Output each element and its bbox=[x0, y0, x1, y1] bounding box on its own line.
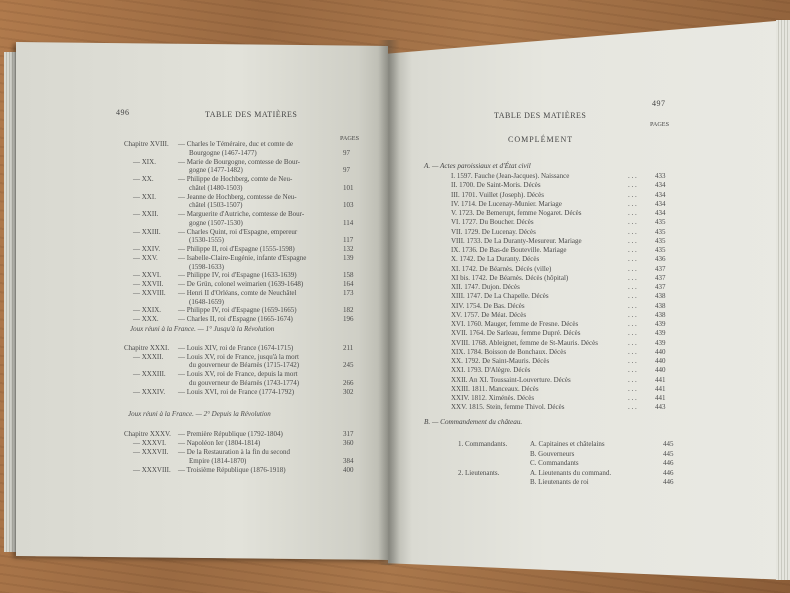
register-entry: XIV. 1754. De Bas. Décès bbox=[451, 301, 525, 310]
leader-dots: . . . bbox=[628, 283, 637, 291]
register-page-number: 435 bbox=[655, 218, 666, 227]
toc-chapter-label: — XXI. bbox=[133, 192, 156, 201]
leader-dots: . . . bbox=[628, 357, 637, 365]
register-page-number: 434 bbox=[655, 181, 666, 190]
toc-chapter-label: — XXIX. bbox=[133, 306, 161, 315]
toc-chapter-label: — XXXIII. bbox=[133, 370, 166, 379]
right-page-number: 497 bbox=[652, 99, 666, 108]
leader-dots: . . . bbox=[628, 273, 637, 282]
leader-dots: . . . bbox=[628, 218, 637, 227]
toc-chapter-label: — XIX. bbox=[133, 157, 156, 166]
register-page-number: 437 bbox=[655, 264, 666, 273]
toc-entry-title: — Henri II d'Orléans, comte de Neuchâtel bbox=[178, 288, 297, 297]
register-page-number: 433 bbox=[655, 172, 666, 180]
register-entry: IX. 1736. De Bas-de Bouteville. Mariage bbox=[451, 246, 567, 254]
register-page-number: 434 bbox=[655, 199, 666, 208]
toc-entry-title: du gouverneur de Béarnès (1715-1742) bbox=[189, 361, 300, 370]
toc-page-number: 139 bbox=[343, 253, 354, 262]
toc-page-number: 164 bbox=[343, 280, 354, 288]
leader-dots: . . . bbox=[628, 190, 637, 199]
register-page-number: 437 bbox=[655, 273, 666, 282]
toc-chapter-label: Chapitre XXXI. bbox=[124, 344, 170, 352]
toc-page-number: 245 bbox=[343, 361, 354, 370]
leader-dots: . . . bbox=[628, 181, 637, 190]
toc-chapter-label: — XXXVIII. bbox=[133, 465, 171, 474]
leader-dots: . . . bbox=[628, 320, 637, 328]
toc-chapter-label: Chapitre XVIII. bbox=[124, 140, 169, 148]
leader-dots: . . . bbox=[628, 264, 637, 273]
toc-entry-title: Bourgogne (1467-1477) bbox=[189, 148, 257, 157]
toc-entry-title: du gouverneur de Béarnès (1743-1774) bbox=[189, 378, 300, 387]
toc-page-number: 211 bbox=[343, 344, 354, 352]
toc-page-number: 360 bbox=[343, 438, 354, 447]
toc-page-number: 173 bbox=[343, 288, 354, 297]
toc-entry-title: — Philippe IV, roi d'Espagne (1659-1665) bbox=[178, 306, 297, 315]
section-b-title: B. — Commandement du château. bbox=[424, 418, 523, 426]
toc-entry-title: (1648-1659) bbox=[189, 297, 224, 306]
register-page-number: 441 bbox=[655, 394, 666, 402]
register-page-number: 435 bbox=[655, 227, 666, 236]
toc-entry-title: — Louis XIV, roi de France (1674-1715) bbox=[178, 344, 294, 352]
toc-page-number: 97 bbox=[343, 148, 350, 157]
toc-entry-title: — Louis XV, roi de France, depuis la mort bbox=[178, 370, 298, 379]
toc-chapter-label: — XXXIV. bbox=[133, 387, 166, 396]
section-a-title: A. — Actes paroissiaux et d'État civil bbox=[424, 162, 531, 170]
toc-entry-title: — De la Restauration à la fin du second bbox=[178, 447, 290, 456]
leader-dots: . . . bbox=[628, 199, 637, 208]
register-page-number: 441 bbox=[655, 384, 666, 393]
toc-page-number: 132 bbox=[343, 245, 354, 253]
command-group: 1. Commandants. bbox=[458, 440, 508, 448]
left-running-head: TABLE DES MATIÈRES bbox=[205, 110, 298, 119]
leader-dots: . . . bbox=[628, 338, 637, 347]
register-page-number: 441 bbox=[655, 375, 666, 384]
toc-chapter-label: — XXIII. bbox=[133, 227, 161, 236]
toc-chapter-label: — XXVIII. bbox=[133, 288, 166, 297]
register-entry: VIII. 1733. De La Duranty-Mesureur. Mariage bbox=[451, 236, 582, 245]
command-page-number: 446 bbox=[663, 478, 674, 486]
toc-entry-title: châtel (1480-1503) bbox=[189, 183, 243, 192]
register-entry: VII. 1729. De Lucenay. Décès bbox=[451, 227, 536, 236]
leader-dots: . . . bbox=[628, 227, 637, 236]
toc-chapter-label: — XXV. bbox=[133, 253, 158, 262]
toc-chapter-label: — XXII. bbox=[133, 210, 159, 218]
register-page-number: 435 bbox=[655, 246, 666, 254]
toc-page-number: 103 bbox=[343, 201, 354, 210]
register-page-number: 440 bbox=[655, 357, 666, 365]
leader-dots: . . . bbox=[628, 236, 637, 245]
register-entry: II. 1700. De Saint-Moris. Décès bbox=[451, 181, 541, 190]
register-entry: XVI. 1760. Mauger, femme de Fresne. Décès bbox=[451, 320, 579, 328]
toc-entry-title: — Charles le Téméraire, duc et comte de bbox=[178, 140, 293, 148]
command-subentry: A. Lieutenants du command. bbox=[530, 468, 612, 477]
toc-page-number: 117 bbox=[343, 236, 354, 245]
register-entry: XXI. 1793. D'Alègre. Décès bbox=[451, 366, 531, 375]
toc-entry-title: — Louis XVI, roi de France (1774-1792) bbox=[178, 387, 295, 396]
toc-page-number: 266 bbox=[343, 378, 354, 387]
leader-dots: . . . bbox=[628, 329, 637, 338]
register-page-number: 438 bbox=[655, 301, 666, 310]
register-entry: XVII. 1764. De Sarleau, femme Dupré. Décès bbox=[451, 329, 581, 338]
register-entry: IV. 1714. De Lucenay-Munier. Mariage bbox=[451, 199, 562, 208]
leader-dots: . . . bbox=[628, 301, 637, 310]
register-entry: XI. 1742. De Béarnès. Décès (ville) bbox=[451, 264, 552, 273]
toc-entry-title: — Isabelle-Claire-Eugénie, infante d'Espagne bbox=[178, 253, 307, 262]
leader-dots: . . . bbox=[628, 255, 637, 264]
register-page-number: 439 bbox=[655, 329, 666, 338]
toc-page-number: 182 bbox=[343, 306, 354, 315]
toc-entry-title: — Jeanne de Hochberg, comtesse de Neu- bbox=[178, 192, 297, 201]
toc-entry-title: gogne (1477-1482) bbox=[189, 166, 243, 175]
register-entry: VI. 1727. Du Boucher. Décès bbox=[451, 218, 534, 227]
left-page-number: 496 bbox=[116, 108, 130, 117]
toc-entry-title: — Charles II, roi d'Espagne (1665-1674) bbox=[178, 315, 293, 323]
command-subentry: A. Capitaines et châtelains bbox=[530, 440, 605, 448]
register-page-number: 440 bbox=[655, 347, 666, 356]
register-page-number: 440 bbox=[655, 366, 666, 375]
toc-entry-title: — Charles Quint, roi d'Espagne, empereur bbox=[178, 227, 298, 236]
register-entry: XXII. An XI. Toussaint-Louverture. Décès bbox=[451, 375, 571, 384]
right-page bbox=[388, 20, 788, 580]
register-entry: XXV. 1815. Stein, femme Thivol. Décès bbox=[451, 403, 565, 412]
toc-entry-title: — Louis XV, roi de France, jusqu'à la mort bbox=[178, 352, 299, 361]
leader-dots: . . . bbox=[628, 310, 637, 319]
register-page-number: 435 bbox=[655, 236, 666, 245]
leader-dots: . . . bbox=[628, 347, 637, 356]
toc-chapter-label: — XX. bbox=[133, 175, 154, 183]
toc-entry-title: — Philippe II, roi d'Espagne (1555-1598) bbox=[178, 245, 295, 253]
toc-chapter-label: — XXIV. bbox=[133, 245, 161, 253]
toc-entry-title: gogne (1507-1530) bbox=[189, 218, 243, 227]
register-entry: XXIV. 1812. Ximénès. Décès bbox=[451, 394, 535, 402]
toc-entry-title: Empire (1814-1870) bbox=[189, 456, 247, 465]
toc-page-number: 317 bbox=[343, 430, 354, 438]
command-subentry: C. Commandants bbox=[530, 459, 579, 467]
toc-page-number: 196 bbox=[343, 315, 354, 323]
register-entry: XV. 1757. De Méat. Décès bbox=[451, 310, 527, 319]
toc-page-number: 302 bbox=[343, 387, 354, 396]
toc-chapter-label: — XXVII. bbox=[133, 280, 164, 288]
register-page-number: 437 bbox=[655, 283, 666, 291]
section-2-title: Joux réuni à la France. — 2° Depuis la Révolution bbox=[128, 410, 271, 418]
toc-page-number: 97 bbox=[343, 166, 350, 175]
leader-dots: . . . bbox=[628, 394, 637, 402]
command-page-number: 446 bbox=[663, 459, 674, 467]
command-page-number: 445 bbox=[663, 440, 674, 448]
toc-entry-title: (1530-1555) bbox=[189, 236, 224, 245]
register-page-number: 434 bbox=[655, 209, 666, 217]
toc-page-number: 114 bbox=[343, 218, 354, 227]
register-page-number: 439 bbox=[655, 320, 666, 328]
register-entry: XVIII. 1768. Ableignet, femme de St-Mauris. Décès bbox=[451, 338, 598, 347]
command-subentry: B. Gouverneurs bbox=[530, 449, 575, 458]
toc-chapter-label: — XXXVI. bbox=[133, 438, 167, 447]
register-page-number: 436 bbox=[655, 255, 666, 264]
register-entry: XX. 1792. De Saint-Mauris. Décès bbox=[451, 357, 550, 365]
toc-chapter-label: — XXVI. bbox=[133, 271, 161, 280]
toc-entry-title: — Philippe IV, roi d'Espagne (1633-1639) bbox=[178, 271, 297, 280]
right-pages-label: PAGES bbox=[650, 121, 670, 128]
command-group: 2. Lieutenants. bbox=[458, 468, 500, 477]
toc-entry-title: châtel (1503-1507) bbox=[189, 201, 243, 210]
register-page-number: 438 bbox=[655, 292, 666, 301]
toc-chapter-label: — XXXII. bbox=[133, 352, 164, 361]
register-entry: XIX. 1784. Boisson de Bonchaux. Décès bbox=[451, 347, 567, 356]
toc-entry-title: — De Grün, colonel weimarien (1639-1648) bbox=[178, 280, 304, 288]
leader-dots: . . . bbox=[628, 246, 637, 254]
toc-entry-title: — Marie de Bourgogne, comtesse de Bour- bbox=[178, 157, 301, 166]
toc-entry-title: — Napoléon Ier (1804-1814) bbox=[178, 438, 261, 447]
leader-dots: . . . bbox=[628, 375, 637, 384]
toc-chapter-label: — XXXVII. bbox=[133, 447, 169, 456]
toc-chapter-label: — XXX. bbox=[133, 315, 159, 323]
right-running-head: TABLE DES MATIÈRES bbox=[494, 111, 587, 120]
leader-dots: . . . bbox=[628, 384, 637, 393]
command-subentry: B. Lieutenants de roi bbox=[530, 478, 589, 486]
toc-entry-title: — Troisième République (1876-1918) bbox=[178, 465, 286, 474]
toc-page-number: 101 bbox=[343, 183, 354, 192]
leader-dots: . . . bbox=[628, 403, 637, 412]
register-entry: XI bis. 1742. De Béarnès. Décès (hôpital) bbox=[451, 273, 569, 282]
register-entry: XXIII. 1811. Manceaux. Décès bbox=[451, 384, 539, 393]
register-page-number: 434 bbox=[655, 190, 666, 199]
toc-chapter-label: Chapitre XXXV. bbox=[124, 430, 171, 438]
toc-entry-title: (1598-1633) bbox=[189, 262, 224, 271]
command-page-number: 446 bbox=[663, 468, 674, 477]
toc-page-number: 158 bbox=[343, 271, 354, 280]
leader-dots: . . . bbox=[628, 292, 637, 301]
register-page-number: 443 bbox=[655, 403, 666, 412]
register-page-number: 438 bbox=[655, 310, 666, 319]
register-entry: I. 1597. Fauche (Jean-Jacques). Naissance bbox=[451, 172, 570, 180]
command-page-number: 445 bbox=[663, 449, 674, 458]
register-entry: III. 1701. Vuillet (Joseph). Décès bbox=[451, 190, 544, 199]
toc-entry-title: — Première République (1792-1804) bbox=[178, 430, 283, 438]
left-pages-label: PAGES bbox=[340, 135, 360, 142]
book-gutter bbox=[378, 40, 400, 565]
toc-page-number: 384 bbox=[343, 456, 354, 465]
toc-page-number: 400 bbox=[343, 465, 354, 474]
register-entry: XII. 1747. Dujon. Décès bbox=[451, 283, 520, 291]
register-entry: V. 1723. De Bemerupt, femme Nogaret. Décès bbox=[451, 209, 582, 217]
leader-dots: . . . bbox=[628, 172, 637, 180]
complement-title: COMPLÉMENT bbox=[508, 135, 574, 144]
section-1-title: Joux réuni à la France. — 1° Jusqu'à la Révolution bbox=[130, 325, 275, 333]
register-page-number: 439 bbox=[655, 338, 666, 347]
register-entry: X. 1742. De La Duranty. Décès bbox=[451, 255, 540, 264]
register-entry: XIII. 1747. De La Chapelle. Décès bbox=[451, 292, 549, 301]
leader-dots: . . . bbox=[628, 366, 637, 375]
toc-entry-title: — Philippe de Hochberg, comte de Neu- bbox=[178, 175, 293, 183]
leader-dots: . . . bbox=[628, 209, 637, 217]
toc-entry-title: — Marguerite d'Autriche, comtesse de Bour- bbox=[178, 210, 305, 218]
right-page-stack-edge bbox=[776, 20, 790, 580]
